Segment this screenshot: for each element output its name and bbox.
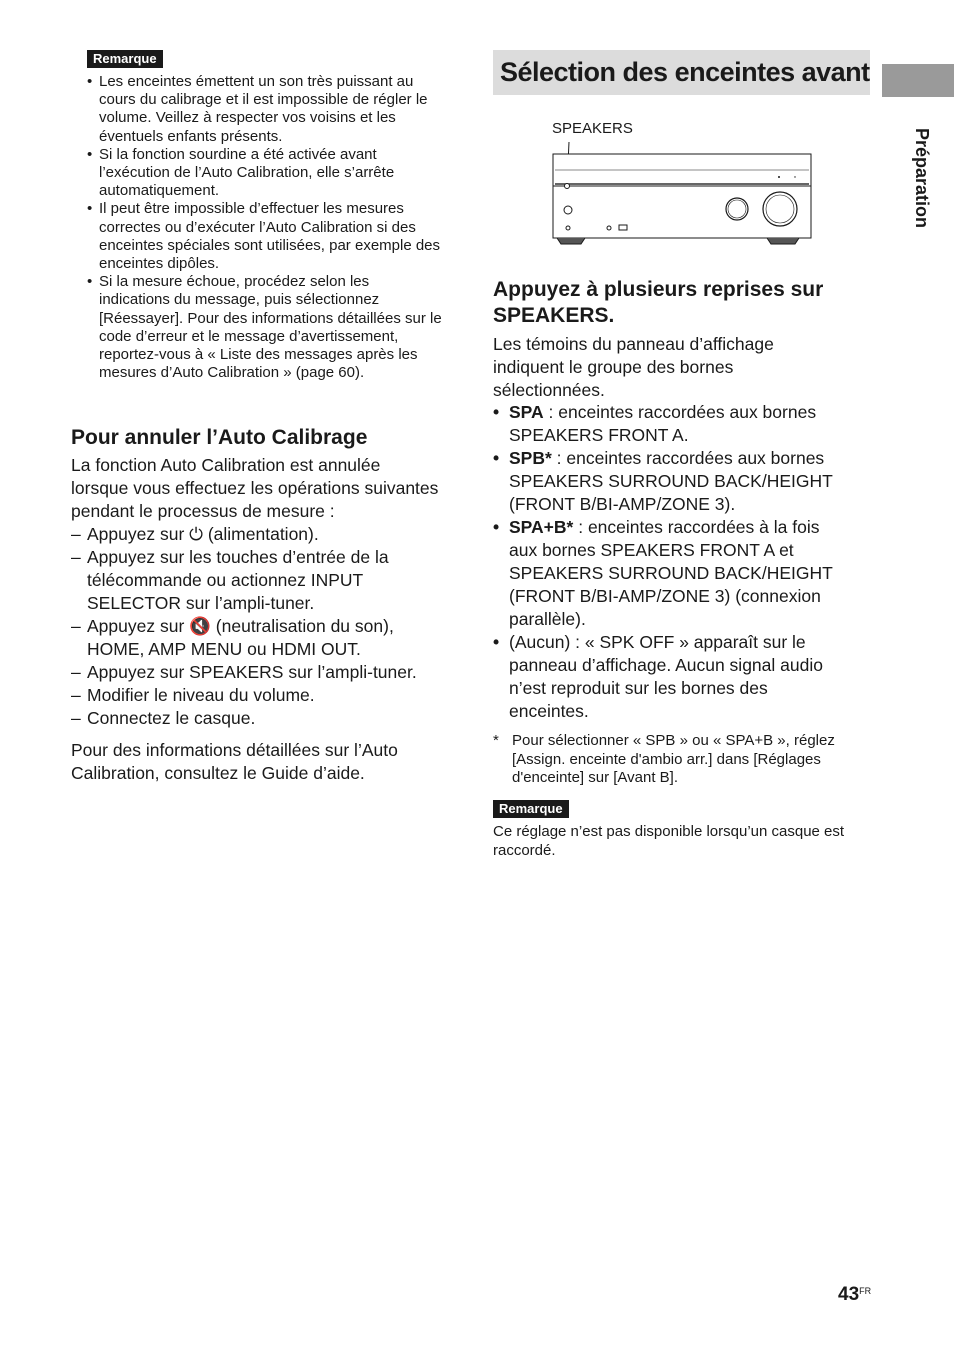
option-text: : enceintes raccordées aux bornes SPEAKERS SURROUND BACK/HEIGHT (FRONT B/BI-AMP/ZONE 3).	[509, 448, 833, 514]
cancel-item: – Appuyez sur 🔇 (neutralisation du son), HOME, AMP MENU ou HDMI OUT.	[71, 615, 441, 661]
section-title: Sélection des enceintes avant	[500, 57, 870, 87]
figure-label: SPEAKERS	[552, 120, 633, 137]
footnote-mark: *	[493, 732, 499, 749]
cancel-item: – Connectez le casque.	[71, 707, 441, 730]
option-item	[493, 631, 843, 723]
note-badge: Remarque	[87, 50, 163, 68]
note-item: • Si la mesure échoue, procédez selon les indications du message, puis sélectionnez [Réessayer]. Pour des informations détaillées sur le code d’erreur et le message d’avertissement, reportez-vous à « Liste des messages après les mesures d’Auto Calibration » (page 60).	[87, 273, 442, 382]
option-item	[493, 401, 843, 447]
option-text: (Aucun) : « SPK OFF » apparaît sur le panneau d’affichage. Aucun signal audio n’est reproduit sur les bornes des enceintes.	[509, 632, 823, 721]
option-key: SPA+B*	[509, 517, 574, 537]
cancel-heading: Pour annuler l’Auto Calibrage	[71, 426, 368, 449]
cancel-item: – Appuyez sur SPEAKERS sur l’ampli-tuner.	[71, 661, 441, 684]
page-number-value: 43	[838, 1284, 860, 1305]
note-text-right: Ce réglage n’est pas disponible lorsqu’un casque est raccordé.	[493, 823, 845, 859]
option-item	[493, 447, 843, 516]
option-key: SPB*	[509, 448, 552, 468]
notes-list	[87, 73, 442, 382]
cancel-intro: La fonction Auto Calibration est annulée lorsque vous effectuez les opérations suivantes pendant le processus de mesure :	[71, 455, 439, 521]
receiver-front-panel-figure	[545, 140, 817, 252]
step-heading: Appuyez à plusieurs reprises sur SPEAKERS.	[493, 278, 824, 327]
cancel-item: – Appuyez sur les touches d’entrée de la télécommande ou actionnez INPUT SELECTOR sur l’ampli-tuner.	[71, 546, 441, 615]
speaker-options-list	[493, 401, 843, 723]
section-title-bar	[493, 50, 870, 95]
chapter-tab	[882, 64, 954, 97]
note-badge-right: Remarque	[493, 800, 569, 818]
option-text: : enceintes raccordées aux bornes SPEAKERS FRONT A.	[509, 402, 817, 445]
cancel-item: – Modifier le niveau du volume.	[71, 684, 441, 707]
footnote-text: Pour sélectionner « SPB » ou « SPA+B », réglez [Assign. enceinte d'ambio arr.] dans [Réglages d'enceinte] sur [Avant B].	[512, 732, 835, 786]
page-number	[838, 1284, 871, 1306]
cancel-list	[71, 523, 441, 730]
option-text: : enceintes raccordées à la fois aux bornes SPEAKERS FRONT A et SPEAKERS SURROUND BACK/HEIGHT (FRONT B/BI-AMP/ZONE 3) (connexion parallèle).	[509, 517, 833, 629]
note-item: • Il peut être impossible d’effectuer les mesures correctes ou d’exécuter l’Auto Calibration si des enceintes spéciales sont utilisées, par exemple des enceintes dipôles.	[87, 200, 442, 273]
closing-paragraph: Pour des informations détaillées sur l’Auto Calibration, consultez le Guide d’aide.	[71, 740, 398, 783]
note-item: • Si la fonction sourdine a été activée avant l’exécution de l’Auto Calibration, elle s’arrête automatiquement.	[87, 146, 442, 201]
option-key: SPA	[509, 402, 544, 422]
footnote	[493, 732, 853, 788]
cancel-item: – Appuyez sur ⏻ (alimentation).	[71, 523, 441, 546]
note-item: • Les enceintes émettent un son très puissant au cours du calibrage et il est impossible de régler le volume. Veillez à respecter vos voisins et les éventuels enfants présents.	[87, 73, 442, 146]
chapter-label: Préparation	[912, 127, 932, 229]
step-intro: Les témoins du panneau d’affichage indiquent le groupe des bornes sélectionnées.	[493, 334, 774, 400]
speakers-button-icon	[565, 184, 570, 189]
option-item	[493, 516, 843, 631]
page-lang: FR	[859, 1286, 872, 1296]
